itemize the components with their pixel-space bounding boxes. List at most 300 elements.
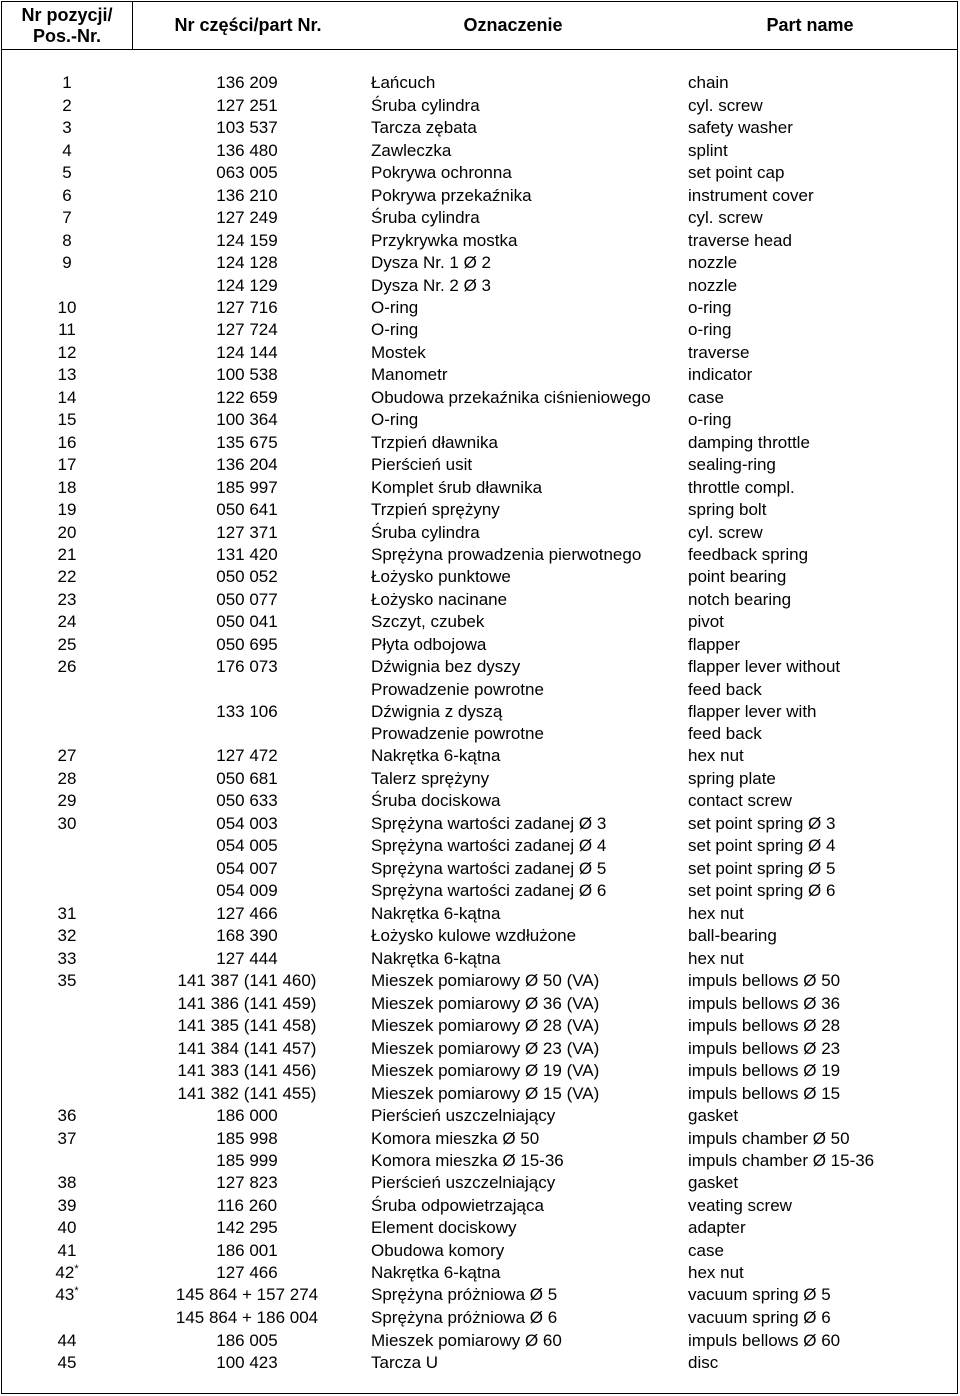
position-number bbox=[2, 95, 132, 117]
designation-pl: Element dociskowy bbox=[371, 1218, 517, 1237]
position-number-text: 29 bbox=[57, 791, 77, 810]
part-name-en: vacuum spring Ø 6 bbox=[688, 1308, 831, 1327]
part-number: 100 364 bbox=[216, 410, 278, 429]
part-number: 127 444 bbox=[216, 949, 278, 968]
part-number: 050 695 bbox=[216, 635, 278, 654]
position-number bbox=[2, 589, 132, 611]
part-number: 103 537 bbox=[216, 118, 278, 137]
table-row bbox=[2, 499, 957, 521]
position-number bbox=[2, 319, 132, 341]
position-number bbox=[2, 454, 132, 476]
position-number bbox=[2, 611, 132, 633]
part-number: 141 386 (141 459) bbox=[177, 994, 317, 1013]
designation-pl: Przykrywka mostka bbox=[371, 231, 518, 250]
part-name-en: flapper bbox=[688, 635, 740, 654]
part-name-en: hex nut bbox=[688, 904, 744, 923]
position-number bbox=[2, 409, 132, 431]
table-row bbox=[2, 745, 957, 767]
table-row bbox=[2, 297, 957, 319]
table-row bbox=[2, 1262, 957, 1284]
position-number-text: 25 bbox=[57, 635, 77, 654]
part-name-en: vacuum spring Ø 5 bbox=[688, 1285, 831, 1304]
position-number-text: 8 bbox=[62, 231, 72, 250]
designation-pl: Mieszek pomiarowy Ø 19 (VA) bbox=[371, 1061, 600, 1080]
part-number: 127 823 bbox=[216, 1173, 278, 1192]
table-row bbox=[2, 1083, 957, 1105]
table-row bbox=[2, 903, 957, 925]
part-name-en: traverse bbox=[688, 343, 750, 362]
part-name-en: spring bolt bbox=[688, 500, 767, 519]
part-number: 141 385 (141 458) bbox=[177, 1016, 317, 1035]
part-number: 185 999 bbox=[216, 1151, 278, 1170]
designation-pl: Talerz sprężyny bbox=[371, 769, 490, 788]
part-number: 050 633 bbox=[216, 791, 278, 810]
table-row bbox=[2, 970, 957, 992]
table-row bbox=[2, 566, 957, 588]
designation-pl: Prowadzenie powrotne bbox=[371, 680, 544, 699]
part-name-en: impuls bellows Ø 15 bbox=[688, 1084, 841, 1103]
position-number bbox=[2, 364, 132, 386]
table-row bbox=[2, 790, 957, 812]
part-name-en: pivot bbox=[688, 612, 724, 631]
part-name-en: o-ring bbox=[688, 298, 732, 317]
table-row bbox=[2, 1128, 957, 1150]
part-name-en: impuls bellows Ø 50 bbox=[688, 971, 841, 990]
position-number bbox=[2, 1284, 132, 1306]
part-number: 122 659 bbox=[216, 388, 278, 407]
position-number-text: 26 bbox=[57, 657, 77, 676]
table-row bbox=[2, 342, 957, 364]
designation-pl: Dźwignia bez dyszy bbox=[371, 657, 521, 676]
designation-pl: Sprężyna wartości zadanej Ø 4 bbox=[371, 836, 607, 855]
header-part-name: Part name bbox=[766, 15, 854, 35]
position-number bbox=[2, 1240, 132, 1262]
part-name-en: adapter bbox=[688, 1218, 746, 1237]
part-number: 054 009 bbox=[216, 881, 278, 900]
designation-pl: Łożysko punktowe bbox=[371, 567, 511, 586]
table-row bbox=[2, 1195, 957, 1217]
part-number: 145 864 + 186 004 bbox=[175, 1308, 319, 1327]
designation-pl: Mieszek pomiarowy Ø 60 bbox=[371, 1331, 562, 1350]
part-number: 142 295 bbox=[216, 1218, 278, 1237]
designation-pl: Sprężyna próżniowa Ø 5 bbox=[371, 1285, 558, 1304]
position-number bbox=[2, 768, 132, 790]
designation-pl: Śruba cylindra bbox=[371, 208, 480, 227]
table-row bbox=[2, 95, 957, 117]
designation-pl: Mieszek pomiarowy Ø 15 (VA) bbox=[371, 1084, 600, 1103]
designation-pl: O-ring bbox=[371, 298, 419, 317]
parts-table bbox=[1, 1, 958, 1394]
table-row bbox=[2, 544, 957, 566]
part-number: 054 007 bbox=[216, 859, 278, 878]
part-number: 050 641 bbox=[216, 500, 278, 519]
table-row bbox=[2, 1307, 957, 1329]
part-name-en: damping throttle bbox=[688, 433, 810, 452]
part-name-en: hex nut bbox=[688, 746, 744, 765]
designation-pl: Mostek bbox=[371, 343, 426, 362]
part-name-en: gasket bbox=[688, 1173, 739, 1192]
part-name-en: set point spring Ø 5 bbox=[688, 859, 836, 878]
position-number bbox=[2, 230, 132, 252]
part-name-en: gasket bbox=[688, 1106, 739, 1125]
table-row bbox=[2, 1150, 957, 1172]
designation-pl: Tarcza zębata bbox=[371, 118, 477, 137]
table-row bbox=[2, 275, 957, 297]
part-number: 127 249 bbox=[216, 208, 278, 227]
designation-pl: Komora mieszka Ø 50 bbox=[371, 1129, 540, 1148]
part-number: 131 420 bbox=[216, 545, 278, 564]
designation-pl: Mieszek pomiarowy Ø 28 (VA) bbox=[371, 1016, 600, 1035]
position-number-text: 10 bbox=[57, 298, 77, 317]
part-name-en: impuls chamber Ø 50 bbox=[688, 1129, 850, 1148]
part-name-en: flapper lever without bbox=[688, 657, 841, 676]
table-row bbox=[2, 880, 957, 902]
position-number-text: 37 bbox=[57, 1129, 77, 1148]
designation-pl: O-ring bbox=[371, 410, 419, 429]
part-number: 124 159 bbox=[216, 231, 278, 250]
table-row bbox=[2, 611, 957, 633]
position-number bbox=[2, 162, 132, 184]
part-number: 141 383 (141 456) bbox=[177, 1061, 317, 1080]
part-number: 141 387 (141 460) bbox=[177, 971, 317, 990]
position-number bbox=[2, 522, 132, 544]
part-name-en: impuls bellows Ø 23 bbox=[688, 1039, 841, 1058]
position-number-text: 24 bbox=[57, 612, 77, 631]
part-name-en: impuls bellows Ø 19 bbox=[688, 1061, 841, 1080]
position-number bbox=[2, 207, 132, 229]
designation-pl: Śruba dociskowa bbox=[371, 791, 501, 810]
part-number: 136 209 bbox=[216, 73, 278, 92]
designation-pl: Mieszek pomiarowy Ø 50 (VA) bbox=[371, 971, 600, 990]
position-number-text: 12 bbox=[57, 343, 77, 362]
part-name-en: set point spring Ø 4 bbox=[688, 836, 836, 855]
position-number bbox=[2, 903, 132, 925]
footnote-marker: * bbox=[74, 1285, 79, 1297]
designation-pl: Manometr bbox=[371, 365, 448, 384]
part-number: 054 003 bbox=[216, 814, 278, 833]
position-number-text: 5 bbox=[62, 163, 72, 182]
position-number-text: 16 bbox=[57, 433, 77, 452]
designation-pl: Nakrętka 6-kątna bbox=[371, 1263, 501, 1282]
position-number bbox=[2, 790, 132, 812]
designation-pl: Nakrętka 6-kątna bbox=[371, 904, 501, 923]
table-row bbox=[2, 589, 957, 611]
part-name-en: cyl. screw bbox=[688, 96, 763, 115]
designation-pl: Obudowa przekaźnika ciśnieniowego bbox=[371, 388, 651, 407]
position-number bbox=[2, 948, 132, 970]
table-row bbox=[2, 140, 957, 162]
designation-pl: Łożysko nacinane bbox=[371, 590, 508, 609]
position-number-text: 33 bbox=[57, 949, 77, 968]
part-name-en: impuls chamber Ø 15-36 bbox=[688, 1151, 875, 1170]
table-row bbox=[2, 1015, 957, 1037]
position-number-text: 17 bbox=[57, 455, 77, 474]
part-number: 136 210 bbox=[216, 186, 278, 205]
table-row bbox=[2, 364, 957, 386]
table-row bbox=[2, 1217, 957, 1239]
position-number-text: 19 bbox=[57, 500, 77, 519]
designation-pl: Sprężyna próżniowa Ø 6 bbox=[371, 1308, 558, 1327]
position-number bbox=[2, 745, 132, 767]
part-name-en: flapper lever with bbox=[688, 702, 817, 721]
position-number bbox=[2, 140, 132, 162]
position-number-text: 27 bbox=[57, 746, 77, 765]
designation-pl: Dysza Nr. 1 Ø 2 bbox=[371, 253, 491, 272]
position-number bbox=[2, 387, 132, 409]
designation-pl: Dysza Nr. 2 Ø 3 bbox=[371, 276, 491, 295]
designation-pl: Trzpień dławnika bbox=[371, 433, 498, 452]
position-number-text: 21 bbox=[57, 545, 77, 564]
position-number-text: 30 bbox=[57, 814, 77, 833]
header-designation: Oznaczenie bbox=[463, 15, 563, 35]
designation-pl: Pokrywa ochronna bbox=[371, 163, 512, 182]
position-number-text: 22 bbox=[57, 567, 77, 586]
designation-pl: Łożysko kulowe wzdłużone bbox=[371, 926, 577, 945]
part-name-en: impuls bellows Ø 36 bbox=[688, 994, 841, 1013]
part-number: 141 384 (141 457) bbox=[177, 1039, 317, 1058]
position-number bbox=[2, 499, 132, 521]
position-number-text: 11 bbox=[58, 320, 76, 339]
part-name-en: nozzle bbox=[688, 253, 738, 272]
part-name-en: disc bbox=[688, 1353, 719, 1372]
position-number-text: 32 bbox=[57, 926, 77, 945]
part-number: 127 466 bbox=[216, 904, 278, 923]
designation-pl: Nakrętka 6-kątna bbox=[371, 949, 501, 968]
part-name-en: indicator bbox=[688, 365, 753, 384]
part-number: 124 144 bbox=[216, 343, 278, 362]
position-number bbox=[2, 1262, 132, 1284]
table-row bbox=[2, 925, 957, 947]
designation-pl: Szczyt, czubek bbox=[371, 612, 485, 631]
position-number bbox=[2, 970, 132, 992]
designation-pl: Komora mieszka Ø 15-36 bbox=[371, 1151, 564, 1170]
part-name-en: hex nut bbox=[688, 1263, 744, 1282]
part-number: 124 129 bbox=[216, 276, 278, 295]
position-number-text: 14 bbox=[57, 388, 77, 407]
table-row bbox=[2, 1038, 957, 1060]
part-number: 185 998 bbox=[216, 1129, 278, 1148]
table-row bbox=[2, 656, 957, 678]
part-name-en: cyl. screw bbox=[688, 523, 763, 542]
part-name-en: cyl. screw bbox=[688, 208, 763, 227]
part-name-en: safety washer bbox=[688, 118, 793, 137]
part-number: 185 997 bbox=[216, 478, 278, 497]
table-row bbox=[2, 230, 957, 252]
part-number: 124 128 bbox=[216, 253, 278, 272]
table-row bbox=[2, 72, 957, 94]
part-name-en: impuls bellows Ø 28 bbox=[688, 1016, 841, 1035]
table-row bbox=[2, 858, 957, 880]
position-number-text: 38 bbox=[57, 1173, 77, 1192]
part-name-en: chain bbox=[688, 73, 729, 92]
position-number-text: 40 bbox=[57, 1218, 77, 1237]
table-row bbox=[2, 252, 957, 274]
position-number-text: 23 bbox=[57, 590, 77, 609]
position-number-text: 31 bbox=[57, 904, 77, 923]
designation-pl: Płyta odbojowa bbox=[371, 635, 487, 654]
table-row bbox=[2, 701, 957, 723]
part-number: 050 052 bbox=[216, 567, 278, 586]
position-number bbox=[2, 1128, 132, 1150]
designation-pl: Sprężyna wartości zadanej Ø 6 bbox=[371, 881, 607, 900]
part-name-en: sealing-ring bbox=[688, 455, 776, 474]
table-row bbox=[2, 207, 957, 229]
part-name-en: case bbox=[688, 388, 724, 407]
position-number-text: 7 bbox=[62, 208, 72, 227]
position-number-text: 45 bbox=[57, 1353, 77, 1372]
designation-pl: Trzpień sprężyny bbox=[371, 500, 500, 519]
position-number bbox=[2, 297, 132, 319]
position-number-text: 13 bbox=[57, 365, 77, 384]
designation-pl: Mieszek pomiarowy Ø 23 (VA) bbox=[371, 1039, 600, 1058]
part-number: 127 472 bbox=[216, 746, 278, 765]
position-number bbox=[2, 656, 132, 678]
designation-pl: Obudowa komory bbox=[371, 1241, 505, 1260]
table-row bbox=[2, 835, 957, 857]
part-number: 050 681 bbox=[216, 769, 278, 788]
table-row bbox=[2, 768, 957, 790]
designation-pl: Komplet śrub dławnika bbox=[371, 478, 543, 497]
position-number-text: 3 bbox=[62, 118, 72, 137]
table-row bbox=[2, 1330, 957, 1352]
position-number-text: 44 bbox=[57, 1331, 77, 1350]
part-name-en: contact screw bbox=[688, 791, 792, 810]
footnote-marker: * bbox=[74, 1263, 79, 1275]
position-number bbox=[2, 117, 132, 139]
part-number: 063 005 bbox=[216, 163, 278, 182]
table-row bbox=[2, 162, 957, 184]
position-number-text: 18 bbox=[57, 478, 77, 497]
position-number-text: 42 bbox=[55, 1263, 75, 1282]
table-row bbox=[2, 993, 957, 1015]
designation-pl: Łańcuch bbox=[371, 73, 436, 92]
part-number: 186 005 bbox=[216, 1331, 278, 1350]
designation-pl: O-ring bbox=[371, 320, 419, 339]
part-name-en: o-ring bbox=[688, 320, 732, 339]
part-number: 050 041 bbox=[216, 612, 278, 631]
table-body bbox=[2, 2, 957, 1393]
designation-pl: Tarcza U bbox=[371, 1353, 439, 1372]
position-number bbox=[2, 1195, 132, 1217]
designation-pl: Śruba cylindra bbox=[371, 523, 480, 542]
designation-pl: Sprężyna wartości zadanej Ø 5 bbox=[371, 859, 607, 878]
position-number bbox=[2, 1330, 132, 1352]
designation-pl: Dźwignia z dyszą bbox=[371, 702, 503, 721]
part-name-en: feed back bbox=[688, 680, 762, 699]
position-number-text: 1 bbox=[62, 73, 72, 92]
part-name-en: impuls bellows Ø 60 bbox=[688, 1331, 841, 1350]
part-number: 127 724 bbox=[216, 320, 278, 339]
table-row bbox=[2, 723, 957, 745]
designation-pl: Mieszek pomiarowy Ø 36 (VA) bbox=[371, 994, 600, 1013]
part-number: 100 423 bbox=[216, 1353, 278, 1372]
designation-pl: Sprężyna wartości zadanej Ø 3 bbox=[371, 814, 607, 833]
position-number-text: 28 bbox=[57, 769, 77, 788]
table-row bbox=[2, 634, 957, 656]
part-number: 133 106 bbox=[216, 702, 278, 721]
header-part-number: Nr części/part Nr. bbox=[174, 15, 322, 35]
position-number bbox=[2, 925, 132, 947]
part-name-en: traverse head bbox=[688, 231, 792, 250]
part-number: 100 538 bbox=[216, 365, 278, 384]
designation-pl: Pierścień uszczelniający bbox=[371, 1106, 556, 1125]
part-name-en: set point cap bbox=[688, 163, 785, 182]
part-number: 168 390 bbox=[216, 926, 278, 945]
position-number-text: 41 bbox=[57, 1241, 77, 1260]
designation-pl: Prowadzenie powrotne bbox=[371, 724, 544, 743]
position-number-text: 6 bbox=[62, 186, 72, 205]
part-number: 127 466 bbox=[216, 1263, 278, 1282]
position-number-text: 35 bbox=[57, 971, 77, 990]
position-number-text: 43 bbox=[55, 1285, 75, 1304]
table-row bbox=[2, 409, 957, 431]
position-number bbox=[2, 1172, 132, 1194]
position-number-text: 2 bbox=[62, 96, 72, 115]
position-number bbox=[2, 432, 132, 454]
table-row bbox=[2, 454, 957, 476]
part-number: 054 005 bbox=[216, 836, 278, 855]
table-row bbox=[2, 948, 957, 970]
designation-pl: Pokrywa przekaźnika bbox=[371, 186, 532, 205]
table-row bbox=[2, 185, 957, 207]
table-row bbox=[2, 387, 957, 409]
position-number bbox=[2, 813, 132, 835]
position-number bbox=[2, 185, 132, 207]
designation-pl: Pierścień uszczelniający bbox=[371, 1173, 556, 1192]
part-number: 141 382 (141 455) bbox=[177, 1084, 317, 1103]
part-name-en: feed back bbox=[688, 724, 762, 743]
position-number bbox=[2, 1105, 132, 1127]
part-name-en: o-ring bbox=[688, 410, 732, 429]
part-name-en: nozzle bbox=[688, 276, 738, 295]
position-number bbox=[2, 252, 132, 274]
part-name-en: point bearing bbox=[688, 567, 787, 586]
part-number: 050 077 bbox=[216, 590, 278, 609]
position-number bbox=[2, 1217, 132, 1239]
table-row bbox=[2, 319, 957, 341]
part-name-en: splint bbox=[688, 141, 728, 160]
part-number: 145 864 + 157 274 bbox=[175, 1285, 319, 1304]
designation-pl: Śruba cylindra bbox=[371, 96, 480, 115]
part-number: 186 001 bbox=[216, 1241, 278, 1260]
designation-pl: Pierścień usit bbox=[371, 455, 473, 474]
table-row bbox=[2, 1105, 957, 1127]
designation-pl: Sprężyna prowadzenia pierwotnego bbox=[371, 545, 642, 564]
designation-pl: Zawleczka bbox=[371, 141, 452, 160]
part-name-en: set point spring Ø 3 bbox=[688, 814, 836, 833]
table-row bbox=[2, 1284, 957, 1306]
part-number: 186 000 bbox=[216, 1106, 278, 1125]
part-name-en: throttle compl. bbox=[688, 478, 795, 497]
part-number: 135 675 bbox=[216, 433, 278, 452]
part-name-en: spring plate bbox=[688, 769, 776, 788]
table-row bbox=[2, 522, 957, 544]
position-number bbox=[2, 1352, 132, 1374]
table-row bbox=[2, 1352, 957, 1374]
part-name-en: notch bearing bbox=[688, 590, 792, 609]
position-number-text: 20 bbox=[57, 523, 77, 542]
part-name-en: case bbox=[688, 1241, 724, 1260]
position-number bbox=[2, 342, 132, 364]
position-number-text: 15 bbox=[57, 410, 77, 429]
position-number bbox=[2, 477, 132, 499]
part-name-en: set point spring Ø 6 bbox=[688, 881, 836, 900]
table-row bbox=[2, 813, 957, 835]
position-number bbox=[2, 72, 132, 94]
part-number: 127 371 bbox=[216, 523, 278, 542]
table-row bbox=[2, 1060, 957, 1082]
part-number: 127 716 bbox=[216, 298, 278, 317]
